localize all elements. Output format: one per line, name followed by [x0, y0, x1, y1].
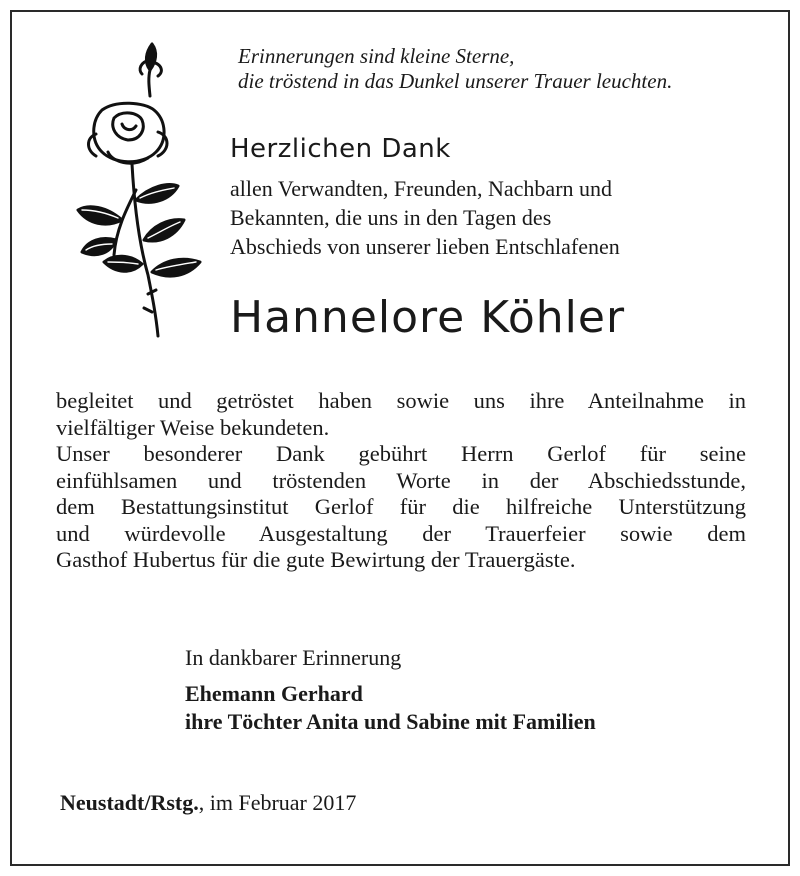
- deceased-name: Hannelore Köhler: [230, 292, 626, 343]
- rose-icon: [52, 40, 212, 340]
- place-date-line: [60, 790, 356, 816]
- intro-text: [230, 174, 620, 261]
- place-name: Neustadt/Rstg.: [60, 790, 199, 815]
- intro-line: Abschieds von unserer lieben Entschlafenen: [230, 234, 620, 259]
- closing-block: [185, 644, 596, 736]
- intro-line: allen Verwandten, Freunden, Nachbarn und: [230, 176, 613, 201]
- signatory: Ehemann Gerhard: [185, 681, 363, 706]
- quote-line-1: Erinnerungen sind kleine Sterne,: [238, 44, 515, 68]
- body-line: vielfältiger Weise bekundeten.: [56, 414, 330, 440]
- body-line: dem Bestattungsinstitut Gerlof für die hilfreiche Unterstützung: [56, 494, 746, 519]
- body-text: [56, 388, 746, 574]
- body-line: und würdevolle Ausgestaltung der Trauerfeier sowie dem: [56, 520, 746, 546]
- body-line: Unser besonderer Dank gebührt Herrn Gerlof für seine: [56, 441, 746, 466]
- body-line: Gasthof Hubertus für die gute Bewirtung der Trauergäste.: [56, 547, 576, 572]
- signatory: ihre Töchter Anita und Sabine mit Familien: [185, 709, 596, 734]
- epigraph-quote: [238, 44, 672, 94]
- closing-phrase: In dankbarer Erinnerung: [185, 645, 402, 670]
- intro-line: Bekannten, die uns in den Tagen des: [230, 205, 552, 230]
- body-line: begleitet und getröstet haben sowie uns ihre Anteilnahme in: [56, 388, 746, 413]
- thanks-heading: Herzlichen Dank: [230, 134, 451, 164]
- quote-line-2: die tröstend in das Dunkel unserer Trauer leuchten.: [238, 69, 673, 93]
- date-text: , im Februar 2017: [198, 790, 357, 815]
- body-line: einfühlsamen und tröstenden Worte in der Abschiedsstunde,: [56, 467, 746, 493]
